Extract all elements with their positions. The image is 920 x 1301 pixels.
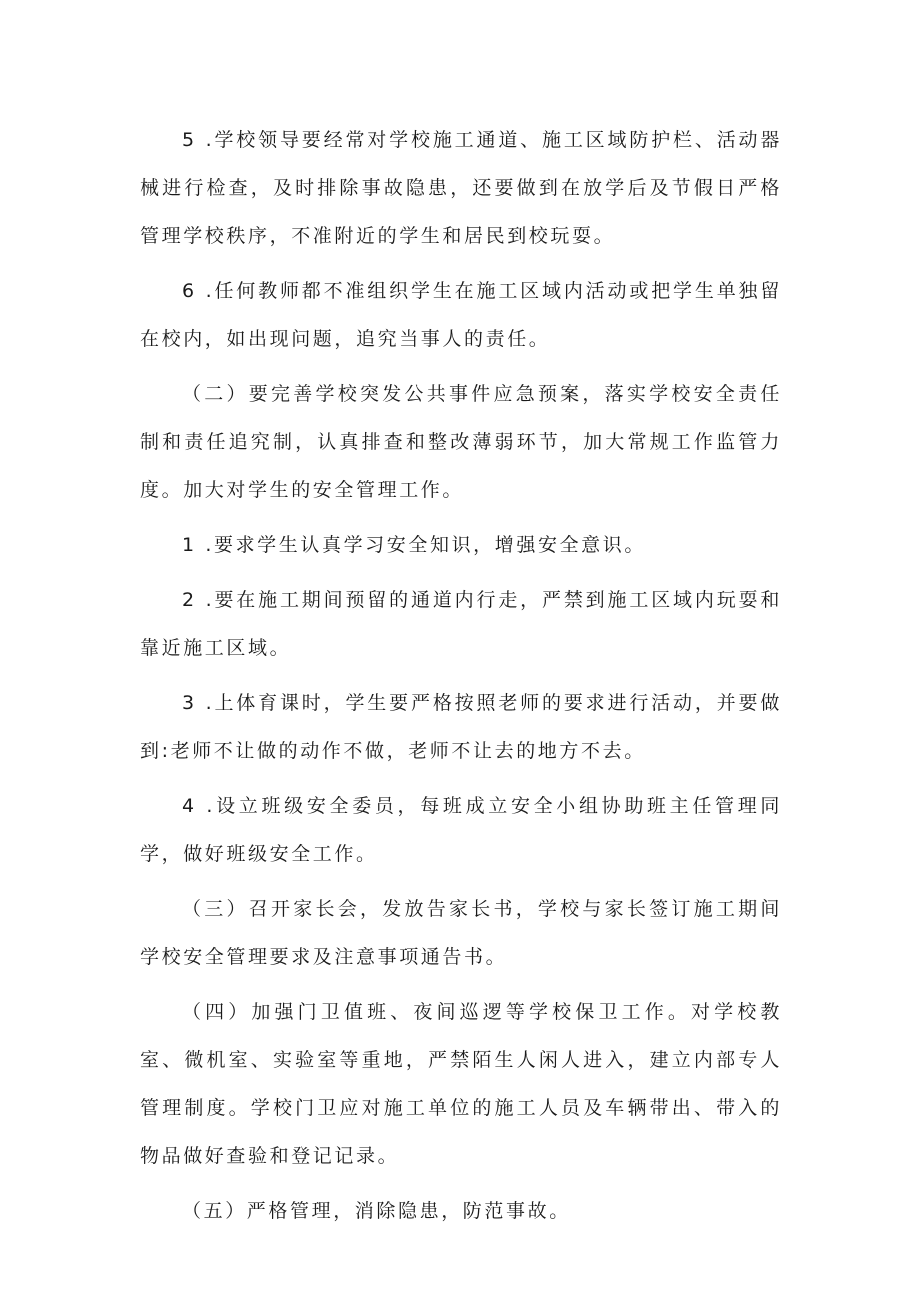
paragraph-item-4: 4 .设立班级安全委员，每班成立安全小组协助班主任管理同学，做好班级安全工作。 [140, 795, 782, 865]
paragraph-item-2: 2 .要在施工期间预留的通道内行走，严禁到施工区域内玩耍和靠近施工区域。 [140, 589, 782, 659]
paragraph-item-1: 1 .要求学生认真学习安全知识，增强安全意识。 [182, 534, 646, 556]
paragraph-item-6: 6 .任何教师都不准组织学生在施工区域内活动或把学生单独留在校内，如出现问题，追究当事人的责任。 [140, 280, 782, 350]
section-5-paragraph: （五）严格管理，消除隐患，防范事故。 [182, 1200, 571, 1222]
paragraph-item-5: 5 .学校领导要经常对学校施工通道、施工区域防护栏、活动器械进行检查，及时排除事故隐患，还要做到在放学后及节假日严格管理学校秩序，不准附近的学生和居民到校玩耍。 [140, 129, 782, 247]
section-4-paragraph: （四）加强门卫值班、夜间巡逻等学校保卫工作。对学校教室、微机室、实验室等重地，严禁陌生人闲人进入，建立内部专人管理制度。学校门卫应对施工单位的施工人员及车辆带出、带入的物品做好查验和登记记录。 [140, 1001, 782, 1167]
paragraph-item-3: 3 .上体育课时，学生要严格按照老师的要求进行活动，并要做到:老师不让做的动作不做，老师不让去的地方不去。 [140, 692, 782, 762]
document-body [140, 116, 782, 1235]
section-3-paragraph: （三）召开家长会，发放告家长书，学校与家长签订施工期间学校安全管理要求及注意事项通告书。 [140, 898, 782, 968]
section-2-paragraph: （二）要完善学校突发公共事件应急预案，落实学校安全责任制和责任追究制，认真排查和整改薄弱环节，加大常规工作监管力度。加大对学生的安全管理工作。 [140, 383, 782, 501]
